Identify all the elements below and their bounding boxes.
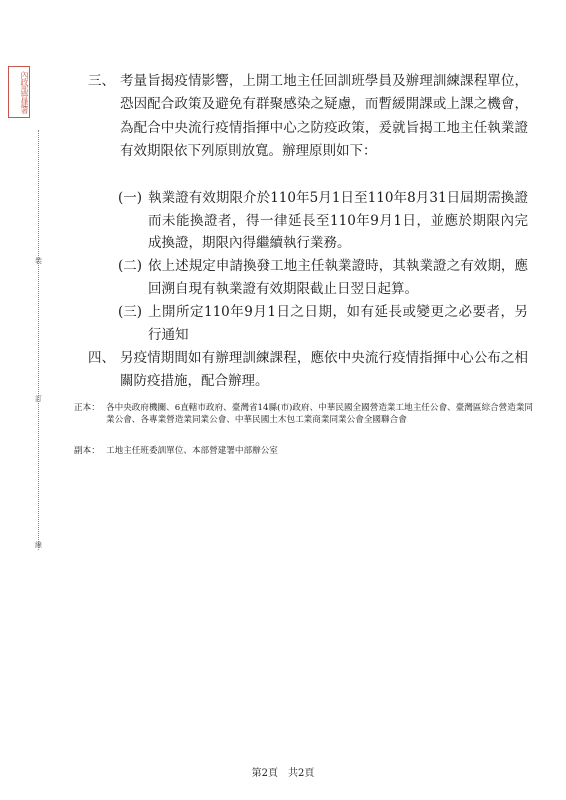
official-seal-stamp xyxy=(8,66,30,118)
sub-item-1 xyxy=(118,187,528,255)
primary-recipients: 各中央政府機關、6直轄市政府、臺灣省14縣(市)政府、中華民國全國營造業工地主任公會、臺灣區綜合營造業同業公會、各專業營造業同業公會、中華民國土木包工業商業同業公會全國聯合會 xyxy=(106,403,534,425)
primary-recipients-label: 正本： xyxy=(74,403,100,413)
distribution-copy xyxy=(74,446,534,458)
sub-item-2-text: 依上述規定申請換發工地主任執業證時，其執業證之有效期，應回溯自現有執業證有效期限截止日翌日起算。 xyxy=(148,258,528,297)
sub-item-2-number: (二) xyxy=(118,258,143,274)
binding-mark-ding: 訂 xyxy=(35,395,42,403)
sub-item-1-text: 執業證有效期限介於110年5月1日至110年8月31日屆期需換證而未能換證者，得一律延長至110年9月1日，並應於期限內完成換證，期限內得繼續執行業務。 xyxy=(148,190,528,251)
sub-item-3 xyxy=(118,301,528,346)
distribution-primary xyxy=(74,403,534,426)
sub-item-3-text: 上開所定110年9月1日之日期，如有延長或變更之必要者，另行通知 xyxy=(148,304,528,343)
binding-line xyxy=(38,130,39,550)
sub-item-1-number: (一) xyxy=(118,190,143,206)
sub-item-3-number: (三) xyxy=(118,304,143,320)
sub-item-2 xyxy=(118,255,528,300)
item-3-text: 考量旨揭疫情影響，上開工地主任回訓班學員及辦理訓練課程單位，恐因配合政策及避免有群聚感染之疑慮，而暫緩開課或上課之機會，為配合中央流行疫情指揮中心之防疫政策，爰就旨揭工地主任執業證有效期限依下列原則放寬。辦理原則如下： xyxy=(120,73,528,160)
item-4-text: 另疫情期間如有辦理訓練課程，應依中央流行疫情指揮中心公布之相關防疫措施，配合辦理。 xyxy=(120,350,528,390)
item-3 xyxy=(88,70,528,164)
page-number: 第2頁 共2頁 xyxy=(251,768,315,779)
binding-mark-xian: 線 xyxy=(35,541,42,549)
item-4-number: 四、 xyxy=(88,350,115,366)
item-3-number: 三、 xyxy=(88,73,115,89)
copy-recipients: 工地主任班委訓單位、本部營建署中部辦公室 xyxy=(106,446,278,456)
item-4 xyxy=(88,347,528,394)
seal-text: 內政部營建署 xyxy=(20,71,29,113)
binding-mark-zhuang: 裝 xyxy=(35,257,42,265)
copy-recipients-label: 副本： xyxy=(74,446,100,456)
